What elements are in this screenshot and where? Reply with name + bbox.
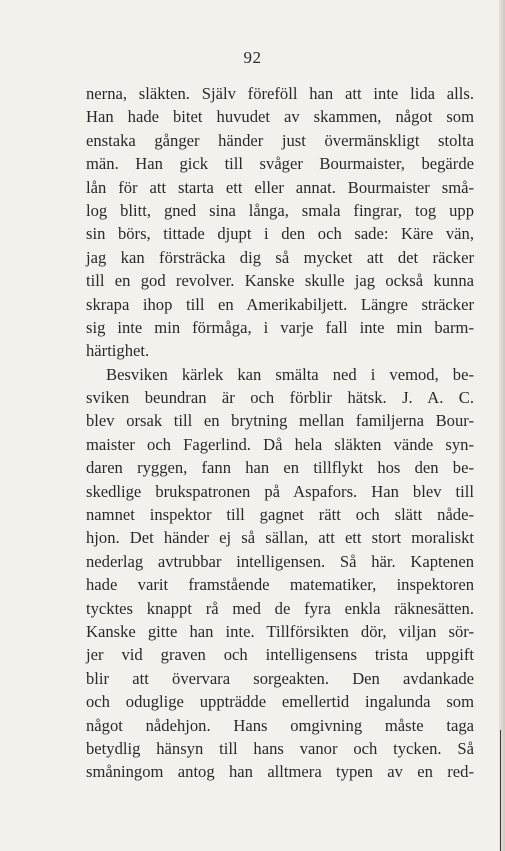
text-line: betydlig hänsyn till hans vanor och tycken. Så — [86, 738, 474, 758]
text-line: härtighet. — [86, 341, 150, 361]
body-text — [86, 82, 474, 784]
text-line: Kanske gitte han inte. Tillförsikten dör, viljan sör- — [86, 621, 474, 641]
text-line: jer vid graven och intelligensens trista uppgift — [86, 645, 474, 665]
text-line: log blitt, gned sina långa, smala fingrar, tog upp — [86, 200, 474, 220]
text-line: Besviken kärlek kan smälta ned i vemod, be- — [106, 364, 474, 384]
text-line: lån för att starta ett eller annat. Bourmaister små- — [86, 177, 474, 197]
text-line: blev orsak till en brytning mellan familjerna Bour- — [86, 411, 474, 431]
text-line: småningom antog han alltmera typen av en red- — [86, 762, 474, 782]
text-line: Han hade bitet huvudet av skammen, något som — [86, 107, 474, 127]
text-line: något nådehjon. Hans omgivning måste taga — [86, 715, 474, 735]
text-line: blir att övervara sorgeakten. Den avdankade — [86, 668, 474, 688]
text-line: enstaka gånger händer just övermänskligt stolta — [86, 130, 474, 150]
page-number: 92 — [243, 48, 262, 67]
text-line: nederlag avtrubbar intelligensen. Så här. Kaptenen — [86, 551, 474, 571]
text-line: nerna, släkten. Själv föreföll han att inte lida alls. — [86, 84, 474, 103]
text-line: hjon. Det händer ej så sällan, att ett stort moraliskt — [86, 528, 474, 548]
text-line: sig inte min förmåga, i varje fall inte min barm- — [86, 317, 474, 337]
text-line: daren ryggen, fann han en tillflykt hos den be- — [86, 458, 474, 478]
text-line: till en god revolver. Kanske skulle jag också kunna — [86, 271, 474, 291]
text-line: skedlige brukspatronen på Aspafors. Han blev till — [86, 481, 474, 501]
text-line: män. Han gick till svåger Bourmaister, begärde — [86, 154, 474, 174]
text-line: namnet inspektor till gagnet rätt och slätt nåde- — [86, 505, 474, 525]
text-line: sviken beundran är och förblir hätsk. J. A. C. — [86, 388, 474, 408]
text-line: sin börs, tittade djupt i den och sade: Käre vän, — [86, 224, 474, 244]
text-line: skrapa ihop till en Amerikabiljett. Längre sträcker — [86, 294, 474, 314]
page-edge-line — [500, 730, 501, 851]
text-line: tycktes knappt rå med de fyra enkla räknesätten. — [86, 598, 474, 618]
text-line: hade varit framstående matematiker, inspektoren — [86, 575, 474, 595]
text-line: jag kan försträcka dig så mycket att det räcker — [86, 247, 474, 267]
text-line: maister och Fagerlind. Då hela släkten vände syn- — [86, 434, 474, 454]
text-line: och oduglige uppträdde emellertid ingalunda som — [86, 692, 474, 712]
page-edge — [499, 0, 505, 851]
